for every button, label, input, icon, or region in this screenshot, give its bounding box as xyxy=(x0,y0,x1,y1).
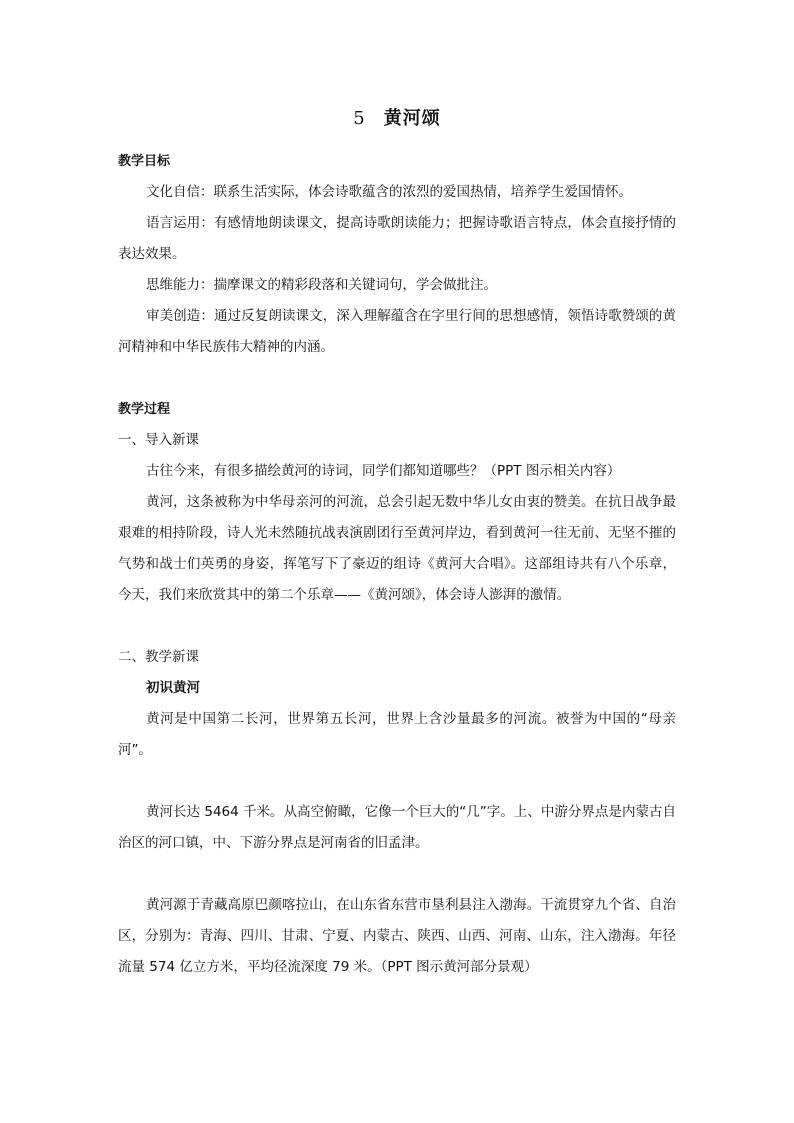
part-heading: 二、教学新课 xyxy=(118,649,199,665)
goal-paragraph: 审美创造：通过反复朗读课文，深入理解蕴含在字里行间的思想感情，领悟诗歌赞颂的黄河精神和中华民族伟大精神的内涵。 xyxy=(118,308,676,355)
spacer xyxy=(118,363,676,394)
body-paragraph: 古往今来，有很多描绘黄河的诗词，同学们都知道哪些？（PPT 图示相关内容） xyxy=(146,463,621,479)
section-heading-process: 教学过程 xyxy=(118,402,171,417)
section-heading-goals: 教学目标 xyxy=(118,154,171,169)
page-title xyxy=(0,104,794,130)
document-body xyxy=(118,146,676,983)
lesson-number: 5 xyxy=(353,108,366,129)
spacer xyxy=(118,611,676,642)
goal-paragraph: 语言运用：有感情地朗读课文，提高诗歌朗读能力；把握诗歌语言特点，体会直接抒情的表达效果。 xyxy=(118,215,676,262)
body-paragraph: 黄河是中国第二长河，世界第五长河，世界上含沙量最多的河流。被誉为中国的“母亲河”。 xyxy=(118,711,676,758)
goal-paragraph: 思维能力：揣摩课文的精彩段落和关键词句，学会做批注。 xyxy=(146,277,497,293)
goal-paragraph: 文化自信：联系生活实际，体会诗歌蕴含的浓烈的爱国热情，培养学生爱国情怀。 xyxy=(146,184,632,200)
subheading: 初识黄河 xyxy=(146,680,200,696)
spacer xyxy=(118,766,676,797)
body-paragraph: 黄河，这条被称为中华母亲河的河流，总会引起无数中华儿女由衷的赞美。在抗日战争最艰难的相持阶段，诗人光未然随抗战表演剧团行至黄河岸边，看到黄河一往无前、无坚不摧的气势和战士们英勇的身姿，挥笔写下了豪迈的组诗《黄河大合唱》。这部组诗共有八个乐章，今天，我们来欣赏其中的第二个乐章——《黄河颂》，体会诗人澎湃的激情。 xyxy=(118,494,676,603)
body-paragraph: 黄河源于青藏高原巴颜喀拉山，在山东省东营市垦利县注入渤海。干流贯穿九个省、自治区，分别为：青海、四川、甘肃、宁夏、内蒙古、陕西、山西、河南、山东，注入渤海。年径流量 574 亿立方米，平均径流深度 79 米。（PPT 图示黄河部分景观） xyxy=(118,897,676,975)
body-paragraph: 黄河长达 5464 千米。从高空俯瞰，它像一个巨大的“几”字。上、中游分界点是内蒙古自治区的河口镇，中、下游分界点是河南省的旧孟津。 xyxy=(118,804,676,851)
part-heading: 一、导入新课 xyxy=(118,432,199,448)
spacer xyxy=(118,859,676,890)
lesson-title: 黄河颂 xyxy=(383,108,441,129)
